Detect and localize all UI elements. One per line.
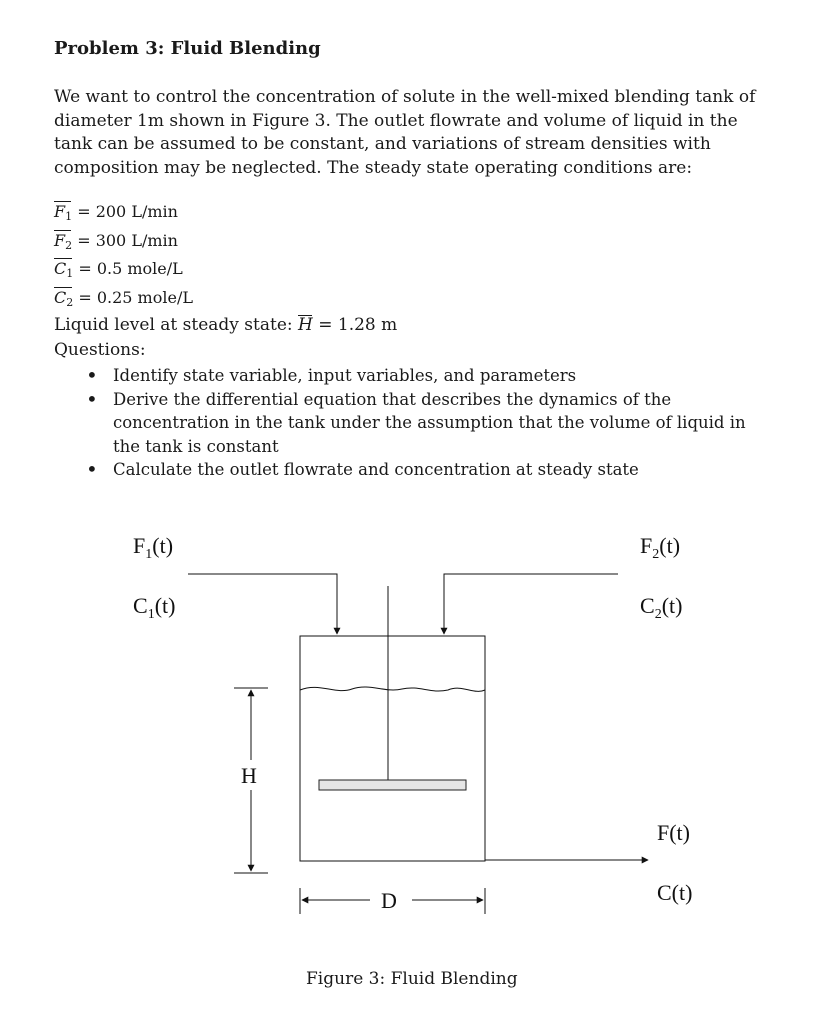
level-symbol: H bbox=[298, 315, 313, 335]
inlet2-pipe bbox=[444, 574, 618, 634]
figure-caption: Figure 3: Fluid Blending bbox=[306, 969, 518, 989]
c1-value: = 0.5 mole/L bbox=[78, 259, 183, 278]
inlet2-conc-label: $C_2(t)$ bbox=[640, 593, 683, 622]
level-label: Liquid level at steady state: bbox=[54, 315, 293, 335]
outlet-conc-label: C(t) bbox=[657, 880, 693, 905]
c2-symbol: $C_2$ bbox=[54, 287, 74, 309]
liquid-surface bbox=[300, 687, 485, 691]
diameter-label: D bbox=[381, 888, 397, 913]
problem-intro: We want to control the concentration of solute in the well-mixed blending tank of diameter 1m shown in Figure 3. The outlet flowrate and volume of liquid in the tank can be assumed to be constant, and variations of stream densities with composition may be neglected. The steady state operating conditions are: bbox=[54, 87, 756, 178]
inlet1-flow-label: $F_1(t)$ bbox=[133, 533, 174, 562]
problem-title: Problem 3: Fluid Blending bbox=[54, 38, 321, 59]
c1-symbol: $C_1$ bbox=[54, 259, 74, 280]
level-value: = 1.28 m bbox=[318, 315, 398, 335]
outlet-flow-label: F(t) bbox=[657, 820, 690, 845]
question-item: • Calculate the outlet flowrate and concentration at steady state bbox=[86, 458, 766, 482]
f1-value: = 200 L/min bbox=[77, 202, 178, 221]
inlet1-conc-label: $C_1(t)$ bbox=[133, 593, 176, 622]
question-item: • Identify state variable, input variables, and parameters bbox=[86, 364, 766, 388]
impeller-blade bbox=[319, 780, 466, 790]
inlet2-flow-label: $F_2(t)$ bbox=[640, 533, 681, 562]
height-label: H bbox=[241, 763, 257, 788]
f1-symbol: $F_1$ bbox=[54, 202, 73, 223]
c2-value: = 0.25 mole/L bbox=[78, 287, 193, 307]
f2-symbol: $F_2$ bbox=[54, 230, 73, 252]
f2-value: = 300 L/min bbox=[77, 230, 178, 250]
inlet1-pipe bbox=[188, 574, 337, 634]
question-item: • Derive the differential equation that describes the dynamics of the concentration in the tank under the assumption that the volume of liquid in the tank is constant bbox=[86, 388, 766, 459]
questions-heading: Questions: bbox=[54, 340, 146, 360]
tank-vessel bbox=[300, 636, 485, 861]
